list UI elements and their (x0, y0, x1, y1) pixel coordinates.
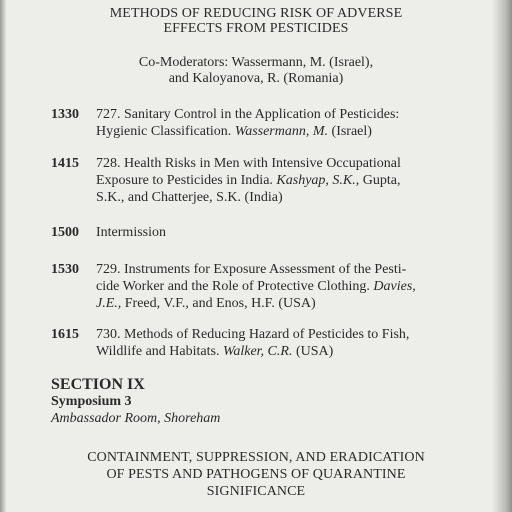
entry-text-segment: cide Worker and the Role of Protective Clothing. (96, 279, 374, 294)
entry-text-segment: Freed, V.F., and Enos, H.F. (USA) (121, 296, 316, 311)
entry-affiliation: (Israel) (328, 124, 372, 139)
moderators-line-1: Co-Moderators: Wassermann, M. (Israel), (138, 55, 374, 70)
entry-author-line (96, 172, 452, 189)
section-block (51, 376, 471, 427)
entry-time: 1330 (51, 107, 79, 122)
entry-affiliation: (USA) (292, 344, 334, 359)
room-label: Ambassador Room, Shoreham (51, 411, 221, 426)
intermission-label: Intermission (96, 225, 166, 240)
entry-time: 1530 (51, 262, 79, 277)
entry-title-line: 728. Health Risks in Men with Intensive Occupational (96, 156, 401, 171)
next-session-heading (0, 449, 512, 500)
section-title: SECTION IX (51, 376, 145, 393)
entry-author-line (96, 295, 452, 312)
entry-author: Davies, (373, 279, 416, 294)
entry-text-segment: Hygienic Classification. (96, 124, 235, 139)
entry-title-line (96, 278, 452, 295)
next-session-heading-line-2: OF PESTS AND PATHOGENS OF QUARANTINE (106, 467, 406, 482)
entry-author-line: S.K., and Chatterjee, S.K. (India) (96, 190, 283, 205)
entry-text (96, 261, 452, 312)
session-heading-line-2: EFFECTS FROM PESTICIDES (163, 21, 349, 36)
entry-time: 1615 (51, 327, 79, 342)
moderators-line-2: and Kaloyanova, R. (Romania) (168, 71, 344, 86)
entry-time: 1500 (51, 225, 79, 240)
session-heading (0, 6, 512, 36)
entry-text (96, 106, 452, 140)
entry-title-line: 727. Sanitary Control in the Application of Pesticides: (96, 107, 400, 122)
entry-text-segment: Exposure to Pesticides in India. (96, 173, 277, 188)
entry-author: Kashyap, S.K., (276, 173, 360, 188)
entry-author: Walker, C.R. (222, 344, 293, 359)
entry-text (96, 326, 452, 360)
entry-text (96, 155, 452, 206)
entry-author: Wassermann, M. (234, 124, 329, 139)
entry-title-line: 729. Instruments for Exposure Assessment of the Pesti- (96, 262, 407, 277)
entry-text-segment: Gupta, (359, 173, 401, 188)
entry-text (96, 224, 452, 241)
entry-time: 1415 (51, 156, 79, 171)
entry-author-line (96, 123, 452, 140)
entry-author: J.E., (96, 296, 122, 311)
entry-title-line: 730. Methods of Reducing Hazard of Pesticides to Fish, (96, 327, 410, 342)
entry-author-line (96, 343, 452, 360)
next-session-heading-line-1: CONTAINMENT, SUPPRESSION, AND ERADICATION (87, 450, 425, 465)
session-heading-line-1: METHODS OF REDUCING RISK OF ADVERSE (109, 6, 403, 21)
entry-text-segment: Wildlife and Habitats. (96, 344, 223, 359)
symposium-label: Symposium 3 (51, 394, 132, 409)
moderators (0, 55, 512, 87)
next-session-heading-line-3: SIGNIFICANCE (206, 484, 306, 499)
